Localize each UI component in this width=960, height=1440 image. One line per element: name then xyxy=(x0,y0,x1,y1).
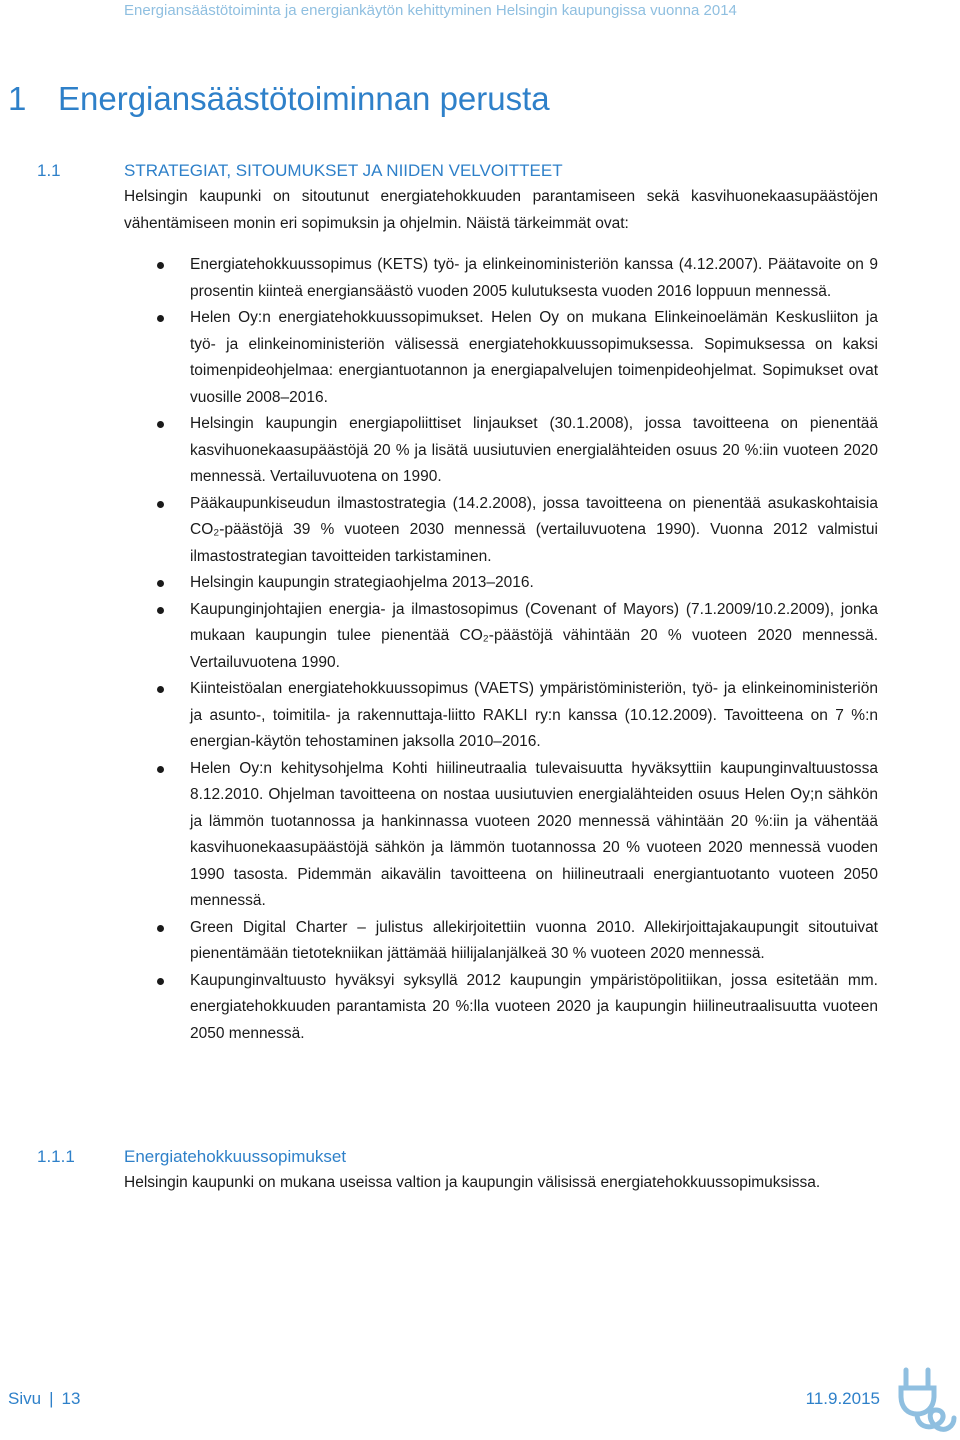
list-item-text: Helsingin kaupungin energiapoliittiset linjaukset (30.1.2008), jossa tavoitteena on pienentää kasvihuonekaasupäästöjä 20 % ja lisätä uusiutuvien energialähteiden osuus 20 %:iin vuoteen 2020 mennessä. Vertailuvuotena on 1990. xyxy=(190,415,878,485)
bullet-icon xyxy=(157,925,164,932)
bullet-icon xyxy=(157,421,164,428)
bullet-icon xyxy=(157,262,164,269)
subsection-heading xyxy=(37,1144,346,1170)
plug-logo-icon xyxy=(898,1366,958,1436)
list-item xyxy=(124,597,878,677)
list-item xyxy=(124,676,878,756)
list-item xyxy=(124,411,878,491)
running-header: Energiansäästötoiminta ja energiankäytön kehittyminen Helsingin kaupungissa vuonna 2014 xyxy=(124,2,737,19)
list-item xyxy=(124,968,878,1048)
chapter-number: 1 xyxy=(8,80,27,117)
page-separator: | xyxy=(49,1389,54,1408)
section-heading xyxy=(37,158,563,184)
list-item-text: Helen Oy:n kehitysohjelma Kohti hiilineutraalia tulevaisuutta hyväksyttiin kaupunginvaltuustossa 8.12.2010. Ohjelman tavoitteena on nostaa uusiutuvien energialähteiden osuus Helen Oy;n sähkön ja lämmön tuotannossa ja hankinnassa vuoteen 2020 mennessä vähintään 20 %:iin ja vähentää kasvihuonekaasupäästöjä sähkön ja lämmön tuotannossa 20 % vuoteen 2020 mennessä vuoden 1990 tasosta. Pidemmän aikavälin tavoitteena on hiilineutraali energiantuotanto vuoteen 2050 mennessä. xyxy=(190,759,878,909)
bullet-icon xyxy=(157,978,164,985)
list-item xyxy=(124,756,878,915)
bullet-icon xyxy=(157,580,164,587)
bullet-icon xyxy=(157,315,164,322)
list-item-text: Pääkaupunkiseudun ilmastostrategia (14.2.2008), jossa tavoitteena on pienentää asukaskohtaisia CO₂-päästöjä 39 % vuoteen 2030 mennessä (vertailuvuotena 1990). Vuonna 2012 valmistui ilmastostrategian tavoitteiden tarkistaminen. xyxy=(190,494,878,565)
list-item xyxy=(124,252,878,305)
subsection-title: Energiatehokkuussopimukset xyxy=(124,1147,347,1166)
list-item xyxy=(124,305,878,411)
page-label: Sivu xyxy=(8,1389,42,1408)
list-item-text: Green Digital Charter – julistus allekirjoitettiin vuonna 2010. Allekirjoittajakaupungit sitoutuivat pienentämään tietotekniikan jättämää hiilijalanjälkeä 30 % vuoteen 2020 mennessä. xyxy=(190,918,878,962)
list-item xyxy=(124,915,878,968)
list-item xyxy=(124,491,878,571)
chapter-title: Energiansäästötoiminnan perusta xyxy=(58,80,550,117)
list-item xyxy=(124,570,878,597)
plug-body xyxy=(901,1388,934,1414)
list-item-text: Kaupunginvaltuusto hyväksyi syksyllä 2012 kaupungin ympäristöpolitiikan, jossa esitetään mm. energiatehokkuuden parantamista 20 %:lla vuoteen 2020 ja kaupungin hiilineutraalisuutta vuoteen 2050 mennessä. xyxy=(190,971,878,1042)
list-item-text: Kiinteistöalan energiatehokkuussopimus (VAETS) ympäristöministeriön, työ- ja elinkeinoministeriön ja asunto-, toimitila- ja rakennuttaja-liitto RAKLI ry:n kanssa (10.12.2009). Tavoitteena on 7 %:n energian-käytön tehostaminen jaksolla 2010–2016. xyxy=(190,680,878,750)
bullet-icon xyxy=(157,501,164,508)
page-number: 13 xyxy=(61,1389,81,1408)
subsection-paragraph: Helsingin kaupunki on mukana useissa valtion ja kaupungin välisissä energiatehokkuussopimuksissa. xyxy=(124,1174,821,1191)
bullet-icon xyxy=(157,686,164,693)
page-footer xyxy=(8,1386,80,1412)
section-intro: Helsingin kaupunki on sitoutunut energiatehokkuuden parantamiseen sekä kasvihuonekaasupäästöjen vähentämiseen monin eri sopimuksin ja ohjelmin. Näistä tärkeimmät ovat: xyxy=(124,188,878,232)
footer-date: 11.9.2015 xyxy=(805,1389,880,1408)
chapter-heading xyxy=(8,76,550,122)
list-item-text: Helen Oy:n energiatehokkuussopimukset. Helen Oy on mukana Elinkeinoelämän Keskusliiton ja työ- ja elinkeinoministeriön välisessä energiatehokkuussopimuksessa. Sopimuksessa on kaksi toimenpideohjelmaa: energiantuotannon ja energiapalvelujen toimenpideohjelmat. Sopimukset ovat vuosille 2008–2016. xyxy=(190,309,878,406)
subsection-number: 1.1.1 xyxy=(37,1147,75,1166)
section-number: 1.1 xyxy=(37,161,61,180)
list-item-text: Helsingin kaupungin strategiaohjelma 2013–2016. xyxy=(190,574,534,591)
bullet-list xyxy=(124,252,878,1047)
bullet-icon xyxy=(157,607,164,614)
list-item-text: Energiatehokkuussopimus (KETS) työ- ja elinkeinoministeriön kanssa (4.12.2007). Päätavoite on 9 prosentin kiinteä energiansäästö vuoden 2005 kulutuksesta vuoden 2016 loppuun mennessä. xyxy=(190,256,878,300)
section-title: STRATEGIAT, SITOUMUKSET JA NIIDEN VELVOITTEET xyxy=(124,161,563,180)
list-item-text: Kaupunginjohtajien energia- ja ilmastosopimus (Covenant of Mayors) (7.1.2009/10.2.2009), jonka mukaan kaupungin tulee pienentää CO₂-päästöjä vähintään 20 % vuoteen 2020 mennessä. Vertailuvuotena 1990. xyxy=(190,600,878,671)
bullet-icon xyxy=(157,766,164,773)
